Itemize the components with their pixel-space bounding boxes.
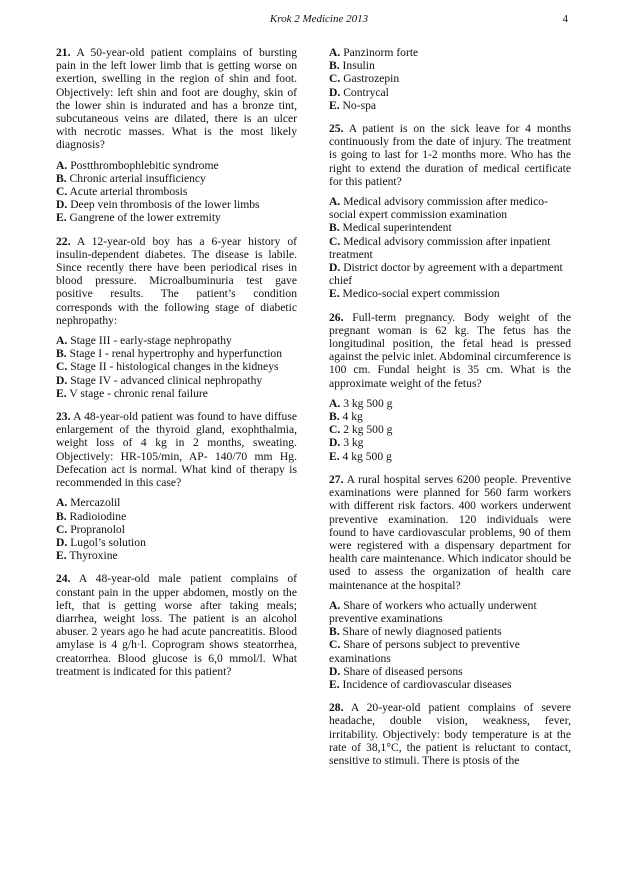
answer-option — [56, 496, 297, 509]
page-header — [0, 13, 638, 29]
option-text: Lugol’s solution — [70, 535, 146, 549]
answer-option — [329, 450, 571, 463]
left-column — [56, 46, 297, 685]
option-letter: A. — [56, 334, 68, 348]
question-text — [329, 701, 571, 767]
option-text: Share of diseased persons — [343, 664, 463, 678]
option-letter: D. — [56, 198, 68, 212]
question-body: A 12-year-old boy has a 6-year history of insulin-dependent diabetes. The disease is labile. Since recently there have been periodical rises in blood pressure. Microalbuminuria test gave positive results. The patient’s condition corresponds with the following stage of diabetic nephropathy: — [56, 234, 297, 327]
option-letter: B. — [56, 347, 67, 361]
question-block — [56, 572, 297, 678]
question-number: 25. — [329, 122, 344, 136]
question-text — [329, 311, 571, 390]
option-letter: A. — [56, 158, 68, 172]
answer-options — [329, 46, 571, 112]
option-letter: C. — [329, 638, 341, 652]
option-text: Incidence of cardiovascular diseases — [342, 677, 512, 691]
option-text: Insulin — [342, 59, 375, 73]
question-number: 23. — [56, 410, 71, 424]
answer-option — [329, 423, 571, 436]
option-letter: B. — [56, 171, 67, 185]
answer-option — [56, 211, 297, 224]
question-block — [56, 235, 297, 400]
answer-options — [329, 599, 571, 691]
option-text: District doctor by agreement with a department chief — [329, 261, 563, 288]
answer-option — [56, 172, 297, 185]
question-number: 22. — [56, 234, 71, 248]
answer-option — [329, 287, 571, 300]
answer-option — [329, 625, 571, 638]
question-block — [329, 473, 571, 691]
answer-option — [56, 159, 297, 172]
answer-option — [56, 347, 297, 360]
question-number: 27. — [329, 472, 344, 486]
answer-option — [56, 374, 297, 387]
question-body: A 50-year-old patient complains of bursting pain in the left lower limb that is getting worse on exertion, swelling in the region of shin and foot. Objectively: left shin and foot are doughy, skin of the lower shin is indurated and has a bronze tint, subcutaneous veins are dilated, there is an ulcer with necrotic masses. What is the most likely diagnosis? — [56, 46, 297, 152]
answer-option — [329, 638, 571, 664]
option-text: Medico-social expert commission — [342, 287, 500, 301]
option-text: Thyroxine — [69, 549, 118, 563]
option-letter: E. — [329, 287, 340, 301]
header-title: Krok 2 Medicine 2013 — [269, 13, 369, 25]
answer-option — [56, 334, 297, 347]
question-block — [329, 46, 571, 112]
option-letter: D. — [329, 85, 341, 99]
option-letter: A. — [329, 195, 341, 209]
question-number: 26. — [329, 310, 344, 324]
option-letter: E. — [56, 549, 67, 563]
question-block — [56, 410, 297, 562]
option-text: 3 kg 500 g — [343, 396, 393, 410]
answer-option — [329, 599, 571, 625]
option-letter: B. — [56, 509, 67, 523]
option-text: Mercazolil — [70, 496, 121, 510]
option-text: Stage III - early-stage nephropathy — [70, 334, 232, 348]
question-text — [56, 572, 297, 678]
option-text: Postthrombophlebitic syndrome — [70, 158, 219, 172]
answer-option — [329, 72, 571, 85]
option-letter: E. — [56, 211, 67, 225]
question-text — [56, 235, 297, 327]
question-text — [329, 122, 571, 188]
option-text: Stage I - renal hypertrophy and hyperfunction — [69, 347, 283, 361]
page-number: 4 — [562, 13, 568, 25]
question-block — [329, 122, 571, 301]
option-letter: D. — [329, 261, 341, 275]
option-text: Propranolol — [70, 522, 125, 536]
answer-options — [56, 159, 297, 225]
answer-option — [329, 410, 571, 423]
answer-option — [329, 665, 571, 678]
answer-option — [56, 387, 297, 400]
answer-option — [56, 549, 297, 562]
answer-option — [329, 261, 571, 287]
question-block — [329, 311, 571, 463]
option-text: Medical superintendent — [342, 221, 452, 235]
option-text: Stage II - histological changes in the kidneys — [70, 360, 279, 374]
option-text: No-spa — [342, 98, 377, 112]
answer-option — [56, 185, 297, 198]
option-text: Medical advisory commission after medico-social expert commission examination — [329, 195, 548, 222]
question-body: A 20-year-old patient complains of severe headache, double vision, weakness, fever, irritability. Objectively: body temperature is at the rate of 38,1°C, the patient is reluctant to contact, sensitive to stimuli. There is ptosis of the — [329, 701, 571, 767]
answer-option — [329, 59, 571, 72]
option-letter: B. — [329, 625, 340, 639]
answer-option — [329, 86, 571, 99]
question-body: A patient is on the sick leave for 4 months continuously from the date of injury. The treatment is going to last for 1-2 months more. Who has the right to extend the duration of medical certificate for this patient? — [329, 122, 571, 188]
question-body: A 48-year-old patient was found to have diffuse enlargement of the thyroid gland, exophthalmia, weight loss of 4 kg in 2 months, sweating. Objectively: HR-105/min, AP- 140/70 mm Hg. Defecation act is normal. What kind of therapy is recommended in this case? — [56, 410, 297, 490]
question-text — [329, 473, 571, 592]
answer-option — [329, 46, 571, 59]
answer-option — [56, 198, 297, 211]
option-letter: C. — [56, 360, 68, 374]
question-number: 21. — [56, 46, 71, 59]
option-text: Deep vein thrombosis of the lower limbs — [70, 198, 260, 212]
question-body: A rural hospital serves 6200 people. Preventive examinations were planned for 560 farm workers with different risk factors. 400 workers underwent preventive examination. 120 individuals were found to have cardiovascular problems, 90 of them were registered with a dispensary department for health care maintenance. Which indicator should be used to assess the organization of health care maintenance at the hospital? — [329, 472, 572, 592]
answer-option — [329, 221, 571, 234]
answer-option — [56, 523, 297, 536]
option-text: 4 kg 500 g — [342, 449, 392, 463]
answer-option — [56, 536, 297, 549]
answer-options — [56, 334, 297, 400]
question-text — [56, 410, 297, 489]
option-text: Radioiodine — [69, 509, 127, 523]
question-number: 24. — [56, 572, 71, 586]
option-text: 3 kg — [343, 436, 364, 450]
option-letter: D. — [56, 373, 68, 387]
option-letter: A. — [329, 46, 341, 59]
option-letter: C. — [329, 72, 341, 86]
option-letter: E. — [329, 449, 340, 463]
option-text: Gangrene of the lower extremity — [69, 211, 221, 225]
option-text: Acute arterial thrombosis — [69, 185, 188, 199]
answer-options — [329, 397, 571, 463]
answer-option — [329, 99, 571, 112]
option-letter: D. — [329, 436, 341, 450]
option-text: Share of newly diagnosed patients — [342, 625, 502, 639]
question-block — [56, 46, 297, 225]
answer-option — [329, 235, 571, 261]
option-letter: B. — [329, 59, 340, 73]
option-text: 2 kg 500 g — [343, 423, 393, 437]
option-text: Share of persons subject to preventive examinations — [329, 638, 520, 665]
option-letter: C. — [56, 185, 68, 199]
option-letter: E. — [56, 386, 67, 400]
question-body: A 48-year-old male patient complains of constant pain in the upper abdomen, mostly on the left, that is getting worse after taking meals; diarrhea, weight loss. The patient is an alcohol abuser. 2 years ago he had acute pancreatitis. Blood amylase is 4 g/h·l. Coprogram shows steatorrhea, creatorrhea. Blood glucose is 6,0 mmol/l. What treatment is indicated for this patient? — [56, 572, 297, 678]
option-letter: C. — [56, 522, 68, 536]
answer-options — [56, 496, 297, 562]
question-body: Full-term pregnancy. Body weight of the pregnant woman is 62 kg. The fetus has the longitudinal position, the fetal head is pressed against the pelvic inlet. Abdominal circumference is 100 cm. Fundal height is 35 cm. What is the approximate weight of the fetus? — [329, 310, 571, 390]
option-letter: C. — [329, 234, 341, 248]
option-letter: E. — [329, 677, 340, 691]
question-number: 28. — [329, 701, 344, 715]
option-text: V stage - chronic renal failure — [69, 386, 208, 400]
question-block — [329, 701, 571, 767]
option-letter: A. — [329, 396, 341, 410]
answer-option — [329, 397, 571, 410]
option-letter: C. — [329, 423, 341, 437]
option-text: Medical advisory commission after inpatient treatment — [329, 234, 551, 261]
answer-options — [329, 195, 571, 301]
right-column — [329, 46, 571, 774]
option-letter: A. — [56, 496, 68, 510]
option-text: Panzinorm forte — [343, 46, 419, 59]
answer-option — [329, 678, 571, 691]
option-letter: D. — [56, 535, 68, 549]
option-text: Chronic arterial insufficiency — [69, 171, 206, 185]
answer-option — [56, 510, 297, 523]
option-text: Contrycal — [343, 85, 389, 99]
answer-option — [329, 436, 571, 449]
option-letter: A. — [329, 598, 341, 612]
answer-option — [56, 360, 297, 373]
option-letter: B. — [329, 221, 340, 235]
option-letter: D. — [329, 664, 341, 678]
option-text: Share of workers who actually underwent preventive examinations — [329, 598, 537, 625]
question-text — [56, 46, 297, 152]
option-text: 4 kg — [342, 410, 363, 424]
option-letter: B. — [329, 410, 340, 424]
option-text: Stage IV - advanced clinical nephropathy — [70, 373, 263, 387]
option-text: Gastrozepin — [343, 72, 400, 86]
option-letter: E. — [329, 98, 340, 112]
answer-option — [329, 195, 571, 221]
